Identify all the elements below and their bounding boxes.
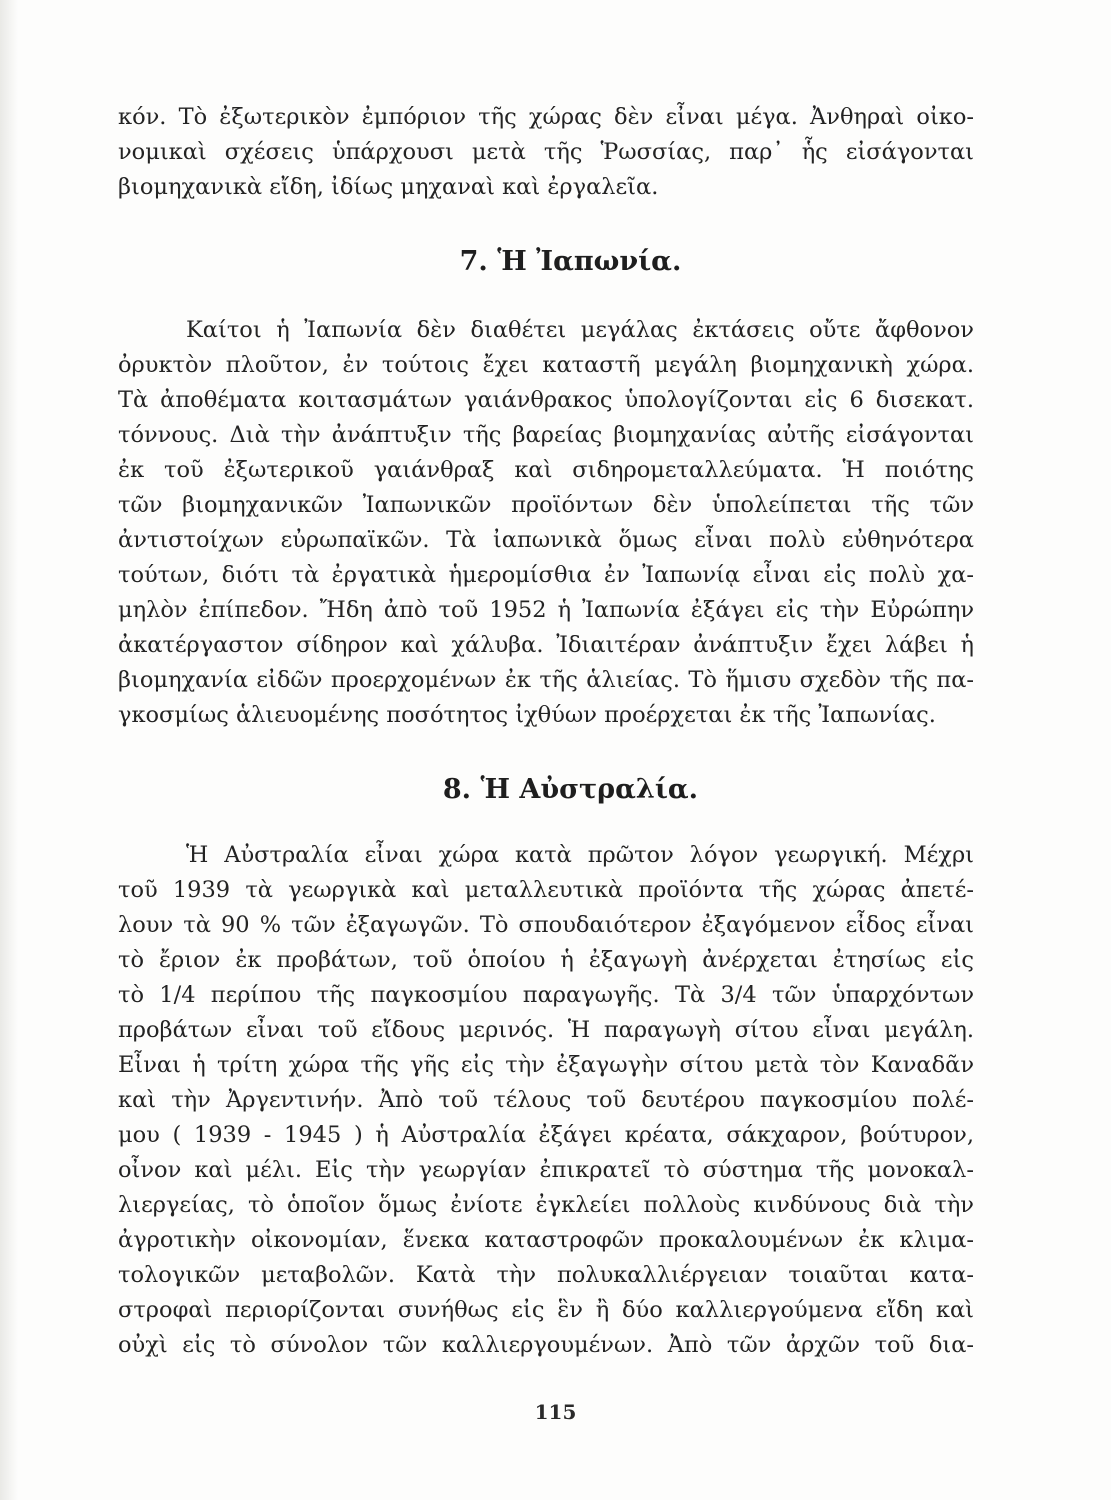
section-heading-australia: 8. Ἡ Αὐστραλία.: [442, 774, 699, 805]
text-line: τοῦ 1939 τὰ γεωργικὰ καὶ μεταλλευτικὰ προϊόντα τῆς χώρας ἀπετέ-: [118, 877, 974, 903]
page-number: 115: [534, 1400, 577, 1424]
text-line: μηλὸν ἐπίπεδον. Ἤδη ἀπὸ τοῦ 1952 ἡ Ἰαπωνία ἐξάγει εἰς τὴν Εὐρώπην: [118, 597, 974, 623]
text-line: μου ( 1939 - 1945 ) ἡ Αὐστραλία ἐξάγει κρέατα, σάκχαρον, βούτυρον,: [118, 1122, 974, 1148]
page-binding-shadow: [0, 0, 18, 1500]
text-line: νομικαὶ σχέσεις ὑπάρχουσι μετὰ τῆς Ῥωσσίας, παρ᾽ ἧς εἰσάγονται: [118, 139, 974, 165]
text-line: ἀκατέργαστον σίδηρον καὶ χάλυβα. Ἰδιαιτέραν ἀνάπτυξιν ἔχει λάβει ἡ: [118, 632, 974, 658]
text-line: βιομηχανικὰ εἴδη, ἰδίως μηχαναὶ καὶ ἐργαλεῖα.: [118, 174, 659, 200]
text-line: τὸ 1/4 περίπου τῆς παγκοσμίου παραγωγῆς. Τὰ 3/4 τῶν ὑπαρχόντων: [118, 982, 974, 1008]
text-line: τόννους. Διὰ τὴν ἀνάπτυξιν τῆς βαρείας βιομηχανίας αὐτῆς εἰσάγονται: [118, 422, 974, 448]
text-line: κόν. Τὸ ἐξωτερικὸν ἐμπόριον τῆς χώρας δὲν εἶναι μέγα. Ἀνθηραὶ οἰκο-: [118, 104, 974, 130]
text-line: Ἡ Αὐστραλία εἶναι χώρα κατὰ πρῶτον λόγον γεωργική. Μέχρι: [186, 842, 974, 868]
text-line: οὐχὶ εἰς τὸ σύνολον τῶν καλλιεργουμένων. Ἀπὸ τῶν ἀρχῶν τοῦ δια-: [118, 1332, 974, 1358]
text-line: στροφαὶ περιορίζονται συνήθως εἰς ἓν ἢ δύο καλλιεργούμενα εἴδη καὶ: [118, 1297, 974, 1323]
text-line: προβάτων εἶναι τοῦ εἴδους μερινός. Ἡ παραγωγὴ σίτου εἶναι μεγάλη.: [118, 1017, 974, 1043]
continuation-paragraph: [118, 100, 974, 205]
text-line: οἶνον καὶ μέλι. Εἰς τὴν γεωργίαν ἐπικρατεῖ τὸ σύστημα τῆς μονοκαλ-: [118, 1157, 974, 1183]
text-line: τὸ ἔριον ἐκ προβάτων, τοῦ ὁποίου ἡ ἐξαγωγὴ ἀνέρχεται ἐτησίως εἰς: [118, 947, 974, 973]
section-heading-japan: 7. Ἡ Ἰαπωνία.: [459, 246, 682, 277]
text-line: Τὰ ἀποθέματα κοιτασμάτων γαιάνθρακος ὑπολογίζονται εἰς 6 δισεκατ.: [118, 387, 974, 413]
text-line: τούτων, διότι τὰ ἐργατικὰ ἡμερομίσθια ἐν Ἰαπωνίᾳ εἶναι εἰς πολὺ χα-: [118, 562, 974, 588]
text-line: ἀγροτικὴν οἰκονομίαν, ἕνεκα καταστροφῶν προκαλουμένων ἐκ κλιμα-: [118, 1227, 974, 1253]
australia-paragraph: [118, 838, 974, 1363]
japan-paragraph: [118, 313, 974, 733]
text-line: τῶν βιομηχανικῶν Ἰαπωνικῶν προϊόντων δὲν ὑπολείπεται τῆς τῶν: [118, 492, 974, 518]
text-line: ἀντιστοίχων εὐρωπαϊκῶν. Τὰ ἰαπωνικὰ ὅμως εἶναι πολὺ εὐθηνότερα: [118, 527, 974, 553]
text-line: λιεργείας, τὸ ὁποῖον ὅμως ἐνίοτε ἐγκλείει πολλοὺς κινδύνους διὰ τὴν: [118, 1192, 974, 1218]
text-line: ἐκ τοῦ ἐξωτερικοῦ γαιάνθραξ καὶ σιδηρομεταλλεύματα. Ἡ ποιότης: [118, 457, 974, 483]
text-line: καὶ τὴν Ἀργεντινήν. Ἀπὸ τοῦ τέλους τοῦ δευτέρου παγκοσμίου πολέ-: [118, 1087, 974, 1113]
text-line: τολογικῶν μεταβολῶν. Κατὰ τὴν πολυκαλλιέργειαν τοιαῦται κατα-: [118, 1262, 974, 1288]
text-line: βιομηχανία εἰδῶν προερχομένων ἐκ τῆς ἁλιείας. Τὸ ἥμισυ σχεδὸν τῆς πα-: [118, 667, 974, 693]
text-line: γκοσμίως ἁλιευομένης ποσότητος ἰχθύων προέρχεται ἐκ τῆς Ἰαπωνίας.: [118, 702, 936, 728]
text-line: Καίτοι ἡ Ἰαπωνία δὲν διαθέτει μεγάλας ἐκτάσεις οὔτε ἄφθονον: [186, 317, 974, 343]
text-line: ὀρυκτὸν πλοῦτον, ἐν τούτοις ἔχει καταστῆ μεγάλη βιομηχανικὴ χώρα.: [118, 352, 974, 378]
text-line: Εἶναι ἡ τρίτη χώρα τῆς γῆς εἰς τὴν ἐξαγωγὴν σίτου μετὰ τὸν Καναδᾶν: [118, 1052, 974, 1078]
text-line: λουν τὰ 90 % τῶν ἐξαγωγῶν. Τὸ σπουδαιότερον ἐξαγόμενον εἶδος εἶναι: [118, 912, 974, 938]
